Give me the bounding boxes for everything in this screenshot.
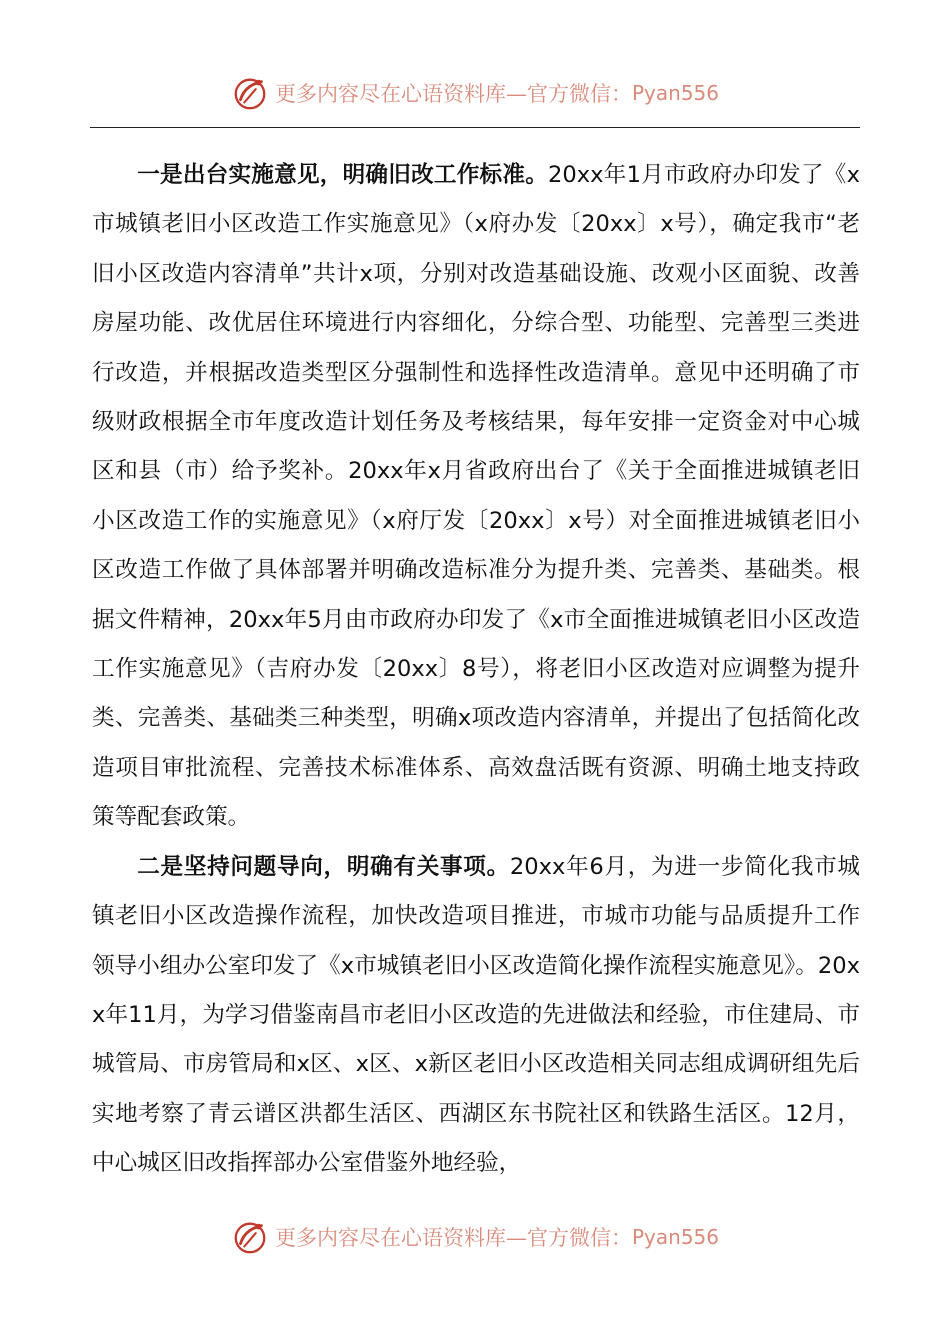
footer-banner (0, 1214, 950, 1260)
document-body (92, 151, 860, 1189)
paragraph-2-body: 20xx年6月，为进一步简化我市城镇老旧小区改造操作流程，加快改造项目推进，市城市功能与品质提升工作领导小组办公室印发了《x市城镇老旧小区改造简化操作流程实施意见》。20xx年11月，为学习借鉴南昌市老旧小区改造的先进做法和经验，市住建局、市城管局、市房管局和x区、x区、x新区老旧小区改造相关同志组成调研组先后实地考察了青云谱区洪都生活区、西湖区东书院社区和铁路生活区。12月，中心城区旧改指挥部办公室借鉴外地经验， (92, 853, 861, 1177)
paragraph-1 (92, 151, 860, 843)
header-banner-text: 更多内容尽在心语资料库—官方微信： (274, 82, 632, 106)
logo-icon (231, 74, 269, 112)
footer-wechat-id: Pyan556 (631, 1225, 719, 1249)
header-banner (0, 70, 950, 116)
footer-banner-text: 更多内容尽在心语资料库—官方微信： (274, 1226, 632, 1250)
header-wechat-id: Pyan556 (631, 81, 719, 105)
paragraph-1-lead: 一是出台实施意见，明确旧改工作标准。 (137, 162, 549, 188)
paragraph-2-lead: 二是坚持问题导向，明确有关事项。 (137, 853, 510, 880)
header-divider (90, 127, 860, 128)
paragraph-2 (92, 843, 860, 1189)
paragraph-1-body: 20xx年1月市政府办印发了《x市城镇老旧小区改造工作实施意见》（x府办发〔20xx〕x号），确定我市“老旧小区改造内容清单”共计x项，分别对改造基础设施、改观小区面貌、改善房屋功能、改优居住环境进行内容细化，分综合型、功能型、完善型三类进行改造，并根据改造类型区分强制性和选择性改造清单。意见中还明确了市级财政根据全市年度改造计划任务及考核结果，每年安排一定资金对中心城区和县（市）给予奖补。20xx年x月省政府出台了《关于全面推进城镇老旧小区改造工作的实施意见》（x府厅发〔20xx〕x号）对全面推进城镇老旧小区改造工作做了具体部署并明确改造标准分为提升类、完善类、基础类。根据文件精神，20xx年5月由市政府办印发了《x市全面推进城镇老旧小区改造工作实施意见》（吉府办发〔20xx〕8号），将老旧小区改造对应调整为提升类、完善类、基础类三种类型，明确x项改造内容清单，并提出了包括简化改造项目审批流程、完善技术标准体系、高效盘活既有资源、明确土地支持政策等配套政策。 (92, 162, 860, 831)
logo-icon (231, 1218, 269, 1256)
